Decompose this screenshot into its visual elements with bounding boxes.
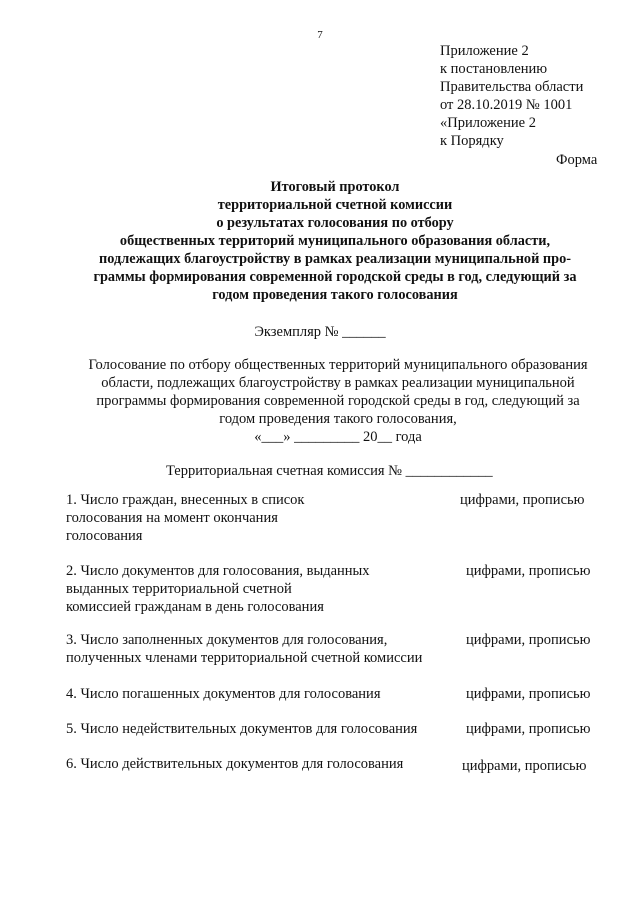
title-line: общественных территорий муниципального образования области, <box>119 233 551 249</box>
item-2-value-hint: цифрами, прописью <box>466 563 591 579</box>
item-line: 6. Число действительных документов для голосования <box>66 756 404 772</box>
title-line: годом проведения такого голосования <box>212 287 458 303</box>
voting-date-line: «___» _________ 20__ года <box>254 429 422 445</box>
item-line: выданных территориальной счетной <box>66 581 292 597</box>
protocol-item-1 <box>66 491 456 545</box>
appendix-block <box>440 42 630 150</box>
voting-line: годом проведения такого голосования, <box>219 411 457 427</box>
appendix-line: Приложение 2 <box>440 43 529 59</box>
item-line: 3. Число заполненных документов для голосования, <box>66 632 388 648</box>
item-line: полученных членами территориальной счетной комиссии <box>66 650 423 666</box>
page-number: 7 <box>317 29 323 41</box>
form-label: Форма <box>556 152 598 168</box>
item-line: голосования на момент окончания <box>66 510 278 526</box>
appendix-line: Правительства области <box>440 79 584 95</box>
title-line: Итоговый протокол <box>270 179 400 195</box>
item-line: голосования <box>66 528 143 544</box>
appendix-line: «Приложение 2 <box>440 115 536 131</box>
protocol-item-5 <box>66 720 456 738</box>
protocol-item-2 <box>66 562 456 616</box>
item-line: 1. Число граждан, внесенных в список <box>66 492 305 508</box>
item-5-value-hint: цифрами, прописью <box>466 721 591 737</box>
voting-description <box>58 356 618 446</box>
appendix-line: к постановлению <box>440 61 548 77</box>
protocol-item-3 <box>66 631 456 667</box>
document-title <box>60 178 610 304</box>
item-4-value-hint: цифрами, прописью <box>466 686 591 702</box>
item-line: 2. Число документов для голосования, выданных <box>66 563 370 579</box>
protocol-item-4 <box>66 685 456 703</box>
copy-number-line: Экземпляр № ______ <box>254 324 386 340</box>
item-1-value-hint: цифрами, прописью <box>460 492 585 508</box>
protocol-item-6 <box>66 755 456 773</box>
item-3-value-hint: цифрами, прописью <box>466 632 591 648</box>
commission-number-line: Территориальная счетная комиссия № ____________ <box>166 463 493 479</box>
title-line: граммы формирования современной городской среды в год, следующий за <box>93 269 577 285</box>
voting-line: программы формирования современной городской среды в год, следующий за <box>96 393 580 409</box>
title-line: территориальной счетной комиссии <box>217 197 453 213</box>
appendix-line: к Порядку <box>440 133 504 149</box>
item-line: 4. Число погашенных документов для голосования <box>66 686 381 702</box>
appendix-line: от 28.10.2019 № 1001 <box>440 97 573 113</box>
item-6-value-hint: цифрами, прописью <box>462 758 587 774</box>
item-line: 5. Число недействительных документов для голосования <box>66 721 418 737</box>
title-line: о результатах голосования по отбору <box>216 215 454 231</box>
voting-line: области, подлежащих благоустройству в рамках реализации муниципальной <box>101 375 575 391</box>
item-line: комиссией гражданам в день голосования <box>66 599 324 615</box>
title-line: подлежащих благоустройству в рамках реализации муниципальной про- <box>99 251 571 267</box>
voting-line: Голосование по отбору общественных территорий муниципального образования <box>88 357 588 373</box>
